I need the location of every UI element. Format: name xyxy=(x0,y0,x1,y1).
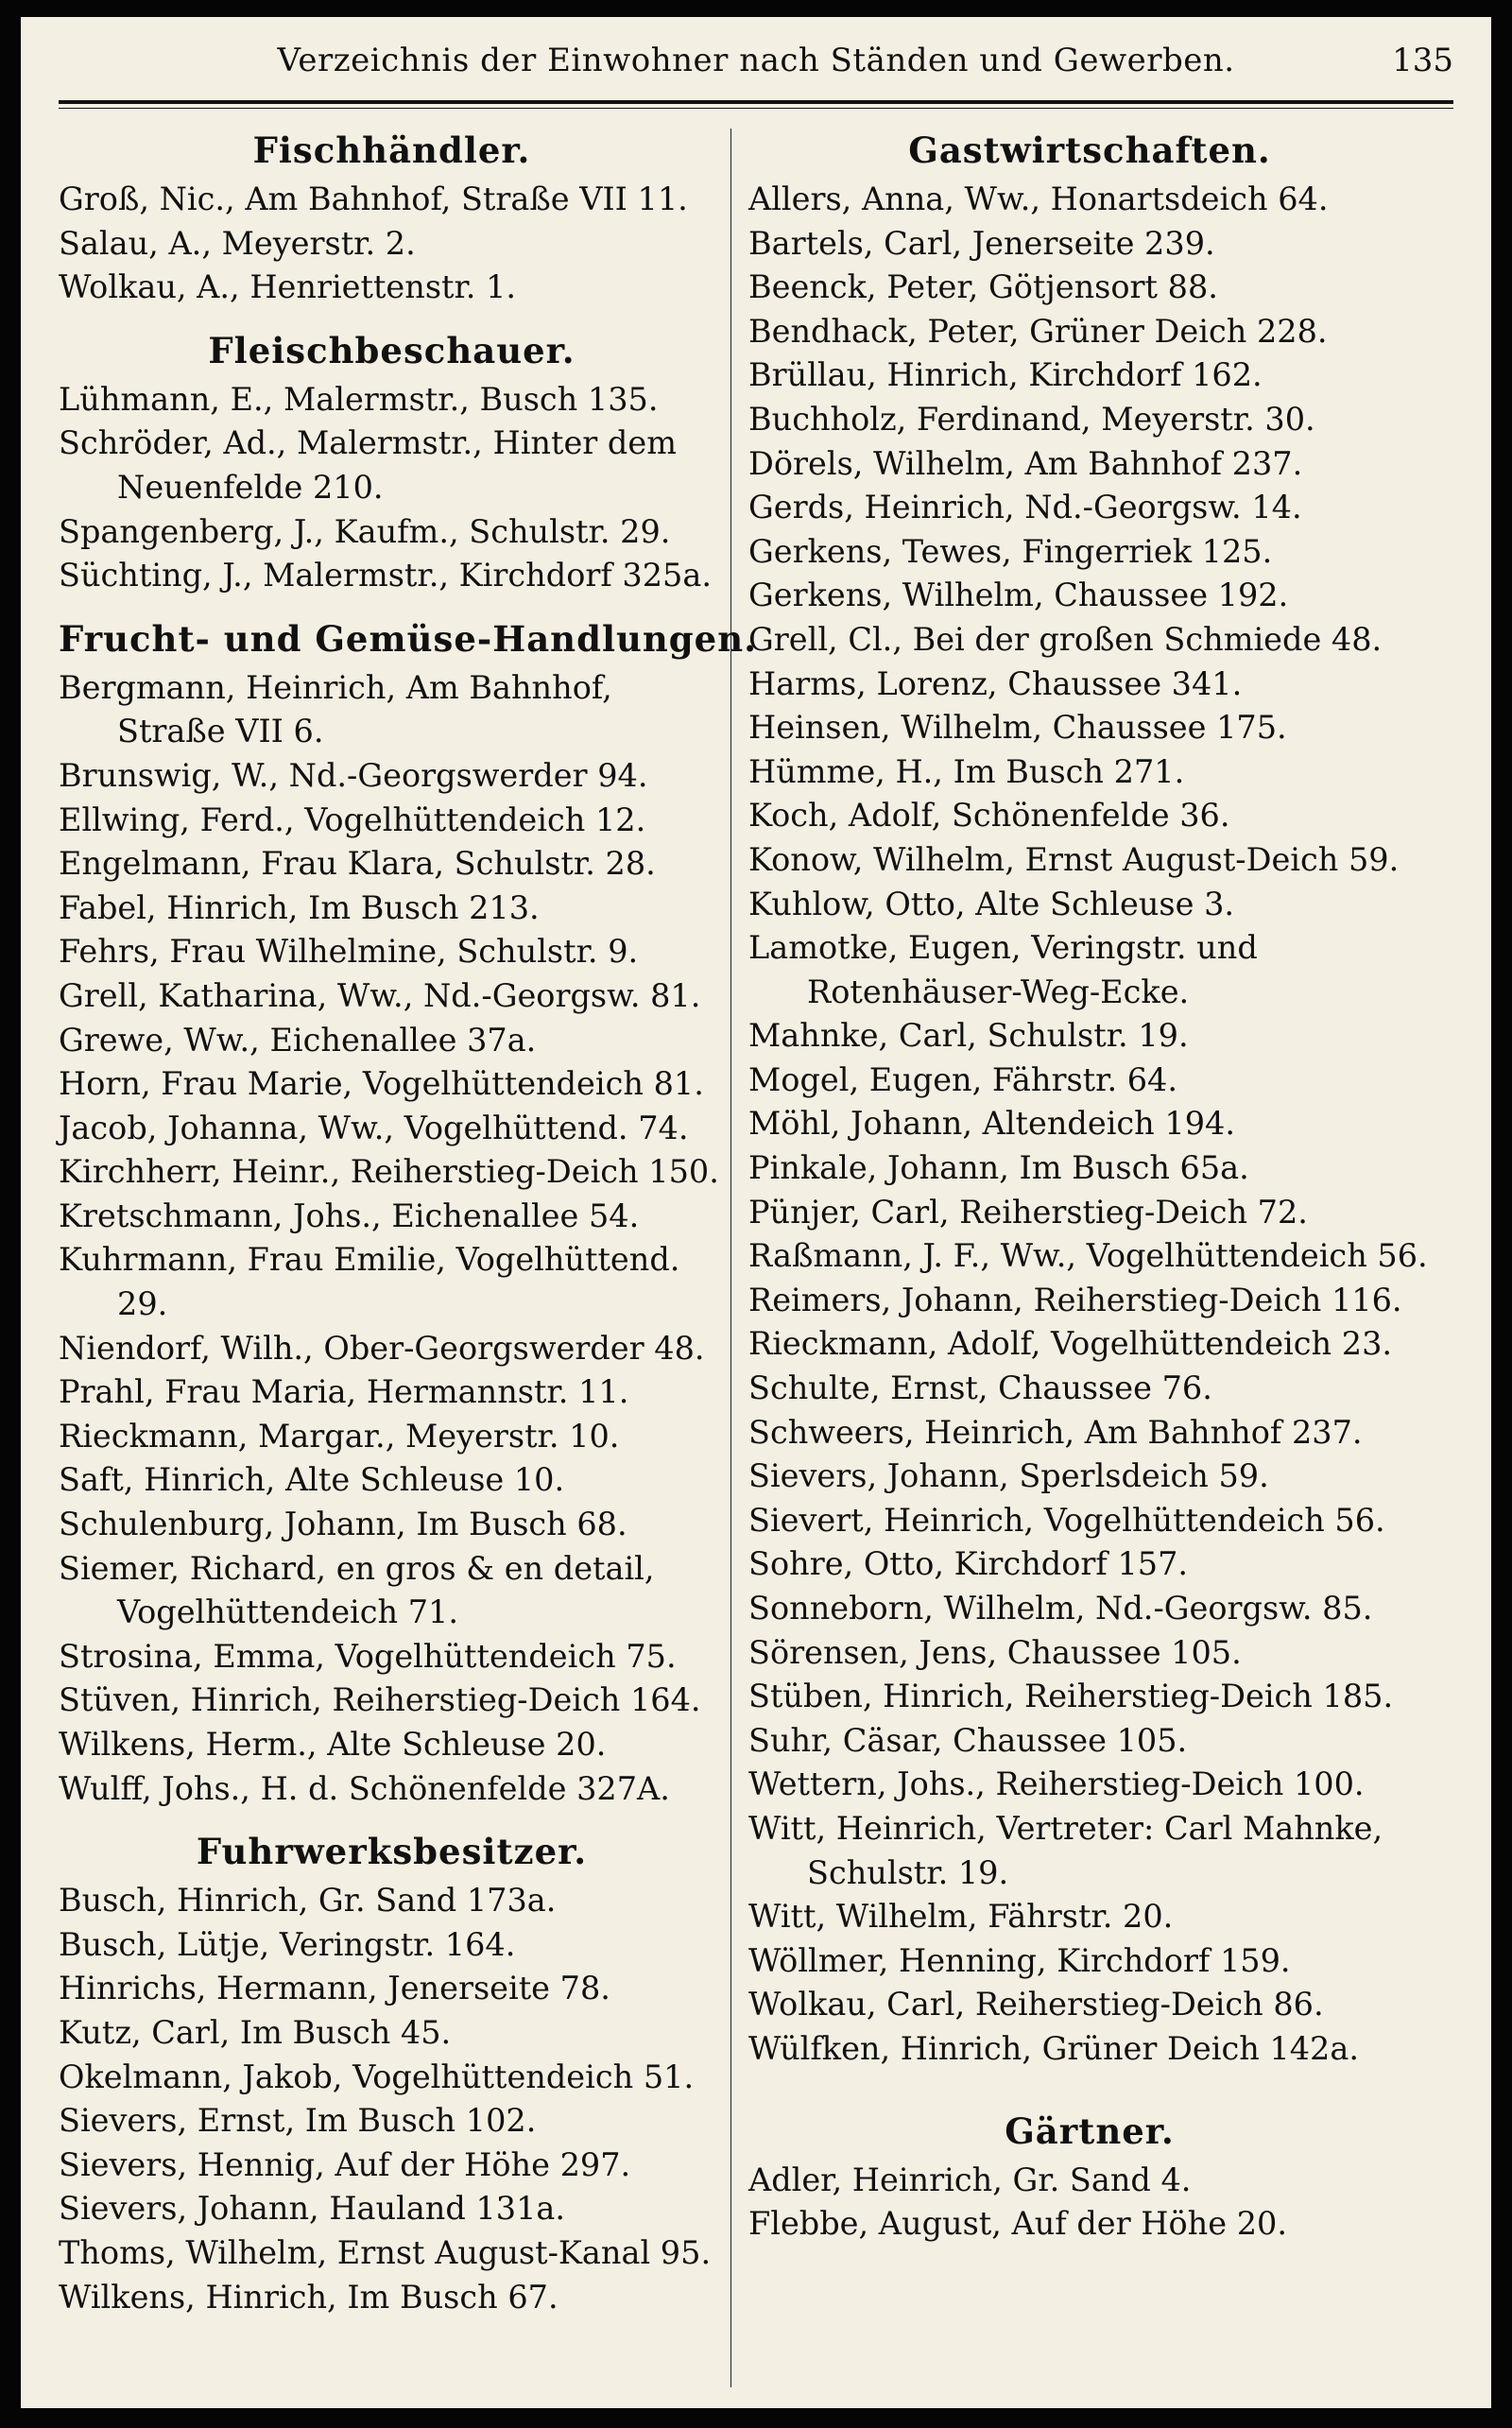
directory-entry: Allers, Anna, Ww., Honartsdeich 64. xyxy=(748,181,1329,217)
directory-entry: Grell, Katharina, Ww., Nd.-Georgsw. 81. xyxy=(59,976,701,1014)
directory-entry: Wülfken, Hinrich, Grüner Deich 142a. xyxy=(748,2029,1359,2067)
left-column xyxy=(59,123,757,2319)
directory-entry: Kuhrmann, Frau Emilie, Vogelhüttend. 29. xyxy=(59,1241,680,1323)
section-heading: Gärtner. xyxy=(1005,2109,1175,2152)
header-rule-thick xyxy=(59,100,1453,104)
directory-entry: Lühmann, E., Malermstr., Busch 135. xyxy=(59,380,659,418)
section-gastwirtschaften xyxy=(748,123,1431,2072)
directory-entry: Strosina, Emma, Vogelhüttendeich 75. xyxy=(59,1637,677,1675)
directory-entry: Hinrichs, Hermann, Jenerseite 78. xyxy=(59,1970,610,2007)
directory-entry: Schulenburg, Johann, Im Busch 68. xyxy=(59,1506,627,1543)
directory-entry: Stüven, Hinrich, Reiherstieg-Deich 164. xyxy=(59,1681,701,1719)
directory-entry: Witt, Wilhelm, Fährstr. 20. xyxy=(748,1898,1174,1936)
right-column xyxy=(748,123,1431,2247)
directory-entry: Kuhlow, Otto, Alte Schleuse 3. xyxy=(748,885,1235,922)
section-frucht-gemuese xyxy=(59,611,757,1811)
directory-entry: Groß, Nic., Am Bahnhof, Straße VII 11. xyxy=(59,181,688,217)
directory-entry: Beenck, Peter, Götjensort 88. xyxy=(748,268,1218,306)
directory-entry: Fabel, Hinrich, Im Busch 213. xyxy=(59,888,540,926)
entry-list xyxy=(748,178,1431,2072)
directory-entry: Wulff, Johs., H. d. Schönenfelde 327A. xyxy=(59,1769,670,1807)
directory-entry: Witt, Heinrich, Vertreter: Carl Mahnke, Schulstr. 19. xyxy=(748,1809,1383,1891)
directory-entry: Kretschmann, Johs., Eichenallee 54. xyxy=(59,1197,640,1234)
directory-entry: Schulte, Ernst, Chaussee 76. xyxy=(748,1369,1212,1407)
directory-entry: Mahnke, Carl, Schulstr. 19. xyxy=(748,1017,1189,1055)
directory-entry: Bartels, Carl, Jenerseite 239. xyxy=(748,224,1215,262)
directory-entry: Busch, Lütje, Veringstr. 164. xyxy=(59,1925,516,1963)
directory-entry: Schweers, Heinrich, Am Bahnhof 237. xyxy=(748,1413,1363,1451)
directory-entry: Fehrs, Frau Wilhelmine, Schulstr. 9. xyxy=(59,933,639,971)
directory-entry: Süchting, J., Malermstr., Kirchdorf 325a. xyxy=(59,557,712,594)
directory-entry: Busch, Hinrich, Gr. Sand 173a. xyxy=(59,1882,557,1920)
directory-entry: Suhr, Cäsar, Chaussee 105. xyxy=(748,1721,1188,1759)
directory-entry: Sievers, Ernst, Im Busch 102. xyxy=(59,2102,537,2140)
directory-entry: Spangenberg, J., Kaufm., Schulstr. 29. xyxy=(59,512,671,550)
directory-entry: Sörensen, Jens, Chaussee 105. xyxy=(748,1633,1242,1671)
directory-entry: Koch, Adolf, Schönenfelde 36. xyxy=(748,797,1230,835)
directory-entry: Möhl, Johann, Altendeich 194. xyxy=(748,1105,1235,1143)
directory-entry: Sohre, Otto, Kirchdorf 157. xyxy=(748,1545,1189,1583)
directory-entry: Stüben, Hinrich, Reiherstieg-Deich 185. xyxy=(748,1678,1394,1715)
directory-entry: Schröder, Ad., Malermstr., Hinter dem Neuenfelde 210. xyxy=(59,424,677,506)
directory-entry: Buchholz, Ferdinand, Meyerstr. 30. xyxy=(748,400,1315,438)
directory-entry: Gerds, Heinrich, Nd.-Georgsw. 14. xyxy=(748,489,1302,526)
directory-entry: Wöllmer, Henning, Kirchdorf 159. xyxy=(748,1941,1291,1979)
directory-entry: Flebbe, August, Auf der Höhe 20. xyxy=(748,2205,1287,2243)
directory-entry: Dörels, Wilhelm, Am Bahnhof 237. xyxy=(748,444,1303,482)
running-head-title: Verzeichnis der Einwohner nach Ständen und Gewerben. xyxy=(277,42,1235,79)
directory-entry: Pünjer, Carl, Reiherstieg-Deich 72. xyxy=(748,1193,1308,1231)
directory-entry: Gerkens, Tewes, Fingerriek 125. xyxy=(748,532,1273,570)
directory-entry: Rieckmann, Adolf, Vogelhüttendeich 23. xyxy=(748,1325,1393,1363)
directory-entry: Bendhack, Peter, Grüner Deich 228. xyxy=(748,312,1328,350)
directory-entry: Okelmann, Jakob, Vogelhüttendeich 51. xyxy=(59,2058,695,2095)
directory-entry: Siemer, Richard, en gros & en detail, Vogelhüttendeich 71. xyxy=(59,1549,655,1631)
directory-entry: Brunswig, W., Nd.-Georgswerder 94. xyxy=(59,756,648,794)
entry-list xyxy=(748,2159,1431,2247)
directory-entry: Sievert, Heinrich, Vogelhüttendeich 56. xyxy=(748,1501,1385,1539)
directory-entry: Wettern, Johs., Reiherstieg-Deich 100. xyxy=(748,1765,1365,1803)
directory-entry: Rieckmann, Margar., Meyerstr. 10. xyxy=(59,1417,620,1455)
directory-entry: Bergmann, Heinrich, Am Bahnhof, Straße VII 6. xyxy=(59,668,612,750)
directory-entry: Niendorf, Wilh., Ober-Georgswerder 48. xyxy=(59,1329,705,1367)
directory-entry: Sonneborn, Wilhelm, Nd.-Georgsw. 85. xyxy=(748,1590,1373,1627)
directory-entry: Harms, Lorenz, Chaussee 341. xyxy=(748,664,1243,702)
section-fischhaendler xyxy=(59,123,725,310)
directory-entry: Heinsen, Wilhelm, Chaussee 175. xyxy=(748,709,1287,747)
directory-entry: Grell, Cl., Bei der großen Schmiede 48. xyxy=(748,620,1383,658)
directory-entry: Salau, A., Meyerstr. 2. xyxy=(59,224,416,262)
entry-list xyxy=(59,1879,725,2319)
directory-entry: Jacob, Johanna, Ww., Vogelhüttend. 74. xyxy=(59,1109,689,1146)
directory-entry: Wilkens, Hinrich, Im Busch 67. xyxy=(59,2278,558,2316)
directory-entry: Prahl, Frau Maria, Hermannstr. 11. xyxy=(59,1373,629,1411)
directory-entry: Horn, Frau Marie, Vogelhüttendeich 81. xyxy=(59,1065,704,1103)
column-divider xyxy=(730,129,731,2387)
directory-entry: Engelmann, Frau Klara, Schulstr. 28. xyxy=(59,845,656,883)
directory-entry: Brüllau, Hinrich, Kirchdorf 162. xyxy=(748,356,1263,394)
directory-entry: Sievers, Hennig, Auf der Höhe 297. xyxy=(59,2145,631,2183)
section-fuhrwerksbesitzer xyxy=(59,1824,725,2319)
directory-entry: Lamotke, Eugen, Veringstr. und Rotenhäuser-Weg-Ecke. xyxy=(748,929,1258,1010)
entry-list xyxy=(59,378,725,598)
section-fleischbeschauer xyxy=(59,323,725,598)
section-gaertner xyxy=(748,2104,1431,2247)
directory-entry: Saft, Hinrich, Alte Schleuse 10. xyxy=(59,1461,565,1499)
directory-entry: Wolkau, Carl, Reiherstieg-Deich 86. xyxy=(748,1986,1324,2023)
section-heading: Fischhändler. xyxy=(252,129,531,171)
directory-entry: Reimers, Johann, Reiherstieg-Deich 116. xyxy=(748,1281,1402,1318)
directory-entry: Hümme, H., Im Busch 271. xyxy=(748,752,1185,790)
entry-list xyxy=(59,666,725,1811)
directory-page xyxy=(21,17,1491,2408)
entry-list xyxy=(59,178,725,310)
page-number: 135 xyxy=(1392,42,1453,79)
directory-entry: Raßmann, J. F., Ww., Vogelhüttendeich 56. xyxy=(748,1237,1428,1275)
directory-entry: Sievers, Johann, Hauland 131a. xyxy=(59,2190,566,2228)
directory-entry: Grewe, Ww., Eichenallee 37a. xyxy=(59,1021,537,1059)
directory-entry: Kirchherr, Heinr., Reiherstieg-Deich 150. xyxy=(59,1153,719,1191)
directory-entry: Mogel, Eugen, Fährstr. 64. xyxy=(748,1060,1178,1098)
directory-entry: Konow, Wilhelm, Ernst August-Deich 59. xyxy=(748,840,1400,878)
directory-entry: Wilkens, Herm., Alte Schleuse 20. xyxy=(59,1726,607,1763)
directory-entry: Gerkens, Wilhelm, Chaussee 192. xyxy=(748,577,1289,614)
directory-entry: Adler, Heinrich, Gr. Sand 4. xyxy=(748,2161,1192,2198)
directory-entry: Ellwing, Ferd., Vogelhüttendeich 12. xyxy=(59,801,646,838)
directory-entry: Thoms, Wilhelm, Ernst August-Kanal 95. xyxy=(59,2233,712,2271)
running-head xyxy=(59,42,1453,98)
directory-entry: Wolkau, A., Henriettenstr. 1. xyxy=(59,268,517,306)
directory-entry: Pinkale, Johann, Im Busch 65a. xyxy=(748,1149,1249,1187)
section-heading: Frucht- und Gemüse-Handlungen. xyxy=(59,617,757,660)
section-heading: Gastwirtschaften. xyxy=(908,129,1271,171)
directory-entry: Kutz, Carl, Im Busch 45. xyxy=(59,2013,452,2051)
directory-entry: Sievers, Johann, Sperlsdeich 59. xyxy=(748,1457,1269,1495)
section-heading: Fleischbeschauer. xyxy=(208,329,576,371)
section-heading: Fuhrwerksbesitzer. xyxy=(196,1831,588,1873)
header-rule-thin xyxy=(59,108,1453,109)
